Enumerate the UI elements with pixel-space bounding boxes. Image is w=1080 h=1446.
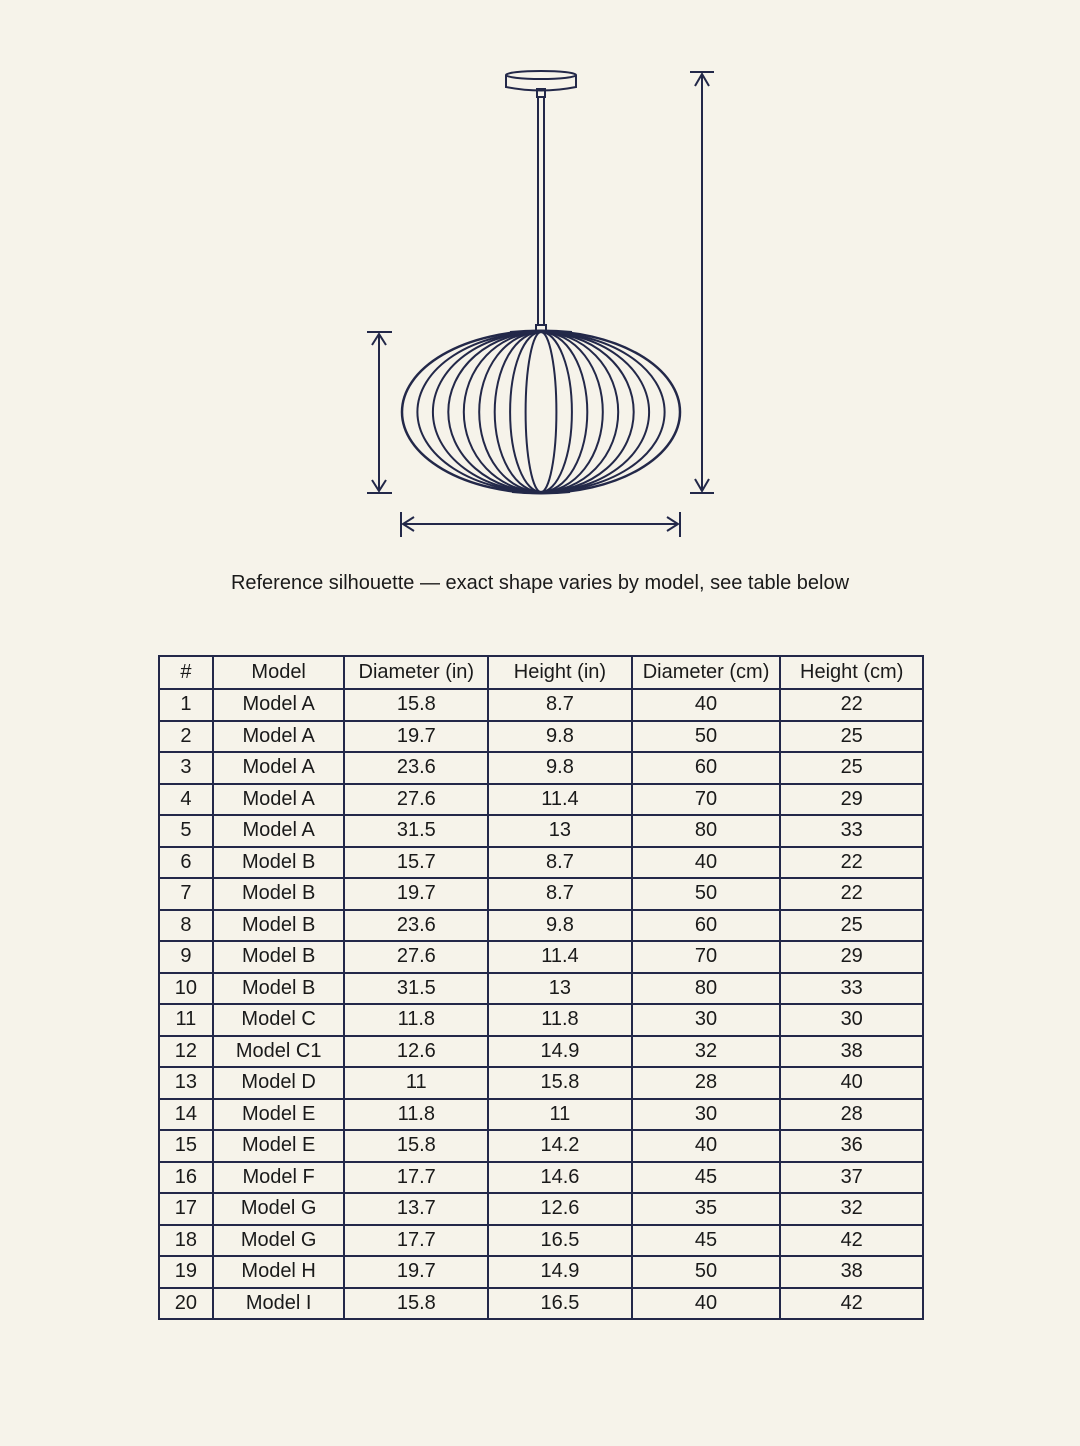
diameter-cm: 60 <box>632 752 781 784</box>
diagram-caption: Reference silhouette — exact shape varies by model, see table below <box>230 572 850 594</box>
model-name: Model A <box>213 689 345 721</box>
diameter-cm: 80 <box>632 973 781 1005</box>
shade-rib <box>448 332 633 492</box>
model-name: Model E <box>213 1130 345 1162</box>
diameter-cm: 50 <box>632 878 781 910</box>
table-row <box>159 910 923 942</box>
height-in: 13 <box>488 815 632 847</box>
height-in: 14.9 <box>488 1036 632 1068</box>
height-cm: 36 <box>780 1130 923 1162</box>
height-in: 9.8 <box>488 752 632 784</box>
model-name: Model A <box>213 784 345 816</box>
diameter-cm: 40 <box>632 847 781 879</box>
row-index: 6 <box>159 847 213 879</box>
diameter-in: 31.5 <box>344 973 488 1005</box>
height-cm: 33 <box>780 973 923 1005</box>
height-cm: 40 <box>780 1067 923 1099</box>
height-in: 11.8 <box>488 1004 632 1036</box>
diameter-cm: 40 <box>632 689 781 721</box>
table-row <box>159 941 923 973</box>
height-cm: 30 <box>780 1004 923 1036</box>
row-index: 14 <box>159 1099 213 1131</box>
diameter-in: 15.8 <box>344 689 488 721</box>
table-row <box>159 1130 923 1162</box>
diameter-in: 15.7 <box>344 847 488 879</box>
model-name: Model B <box>213 847 345 879</box>
height-in: 14.6 <box>488 1162 632 1194</box>
diameter-cm: 50 <box>632 721 781 753</box>
shade-rib <box>510 332 572 492</box>
row-index: 2 <box>159 721 213 753</box>
model-name: Model D <box>213 1067 345 1099</box>
table-row <box>159 1004 923 1036</box>
diameter-in: 12.6 <box>344 1036 488 1068</box>
model-name: Model A <box>213 752 345 784</box>
diameter-cm: 28 <box>632 1067 781 1099</box>
height-cm: 28 <box>780 1099 923 1131</box>
table-row <box>159 878 923 910</box>
shade-rib <box>464 332 618 492</box>
diameter-in: 11 <box>344 1067 488 1099</box>
row-index: 1 <box>159 689 213 721</box>
height-cm: 25 <box>780 721 923 753</box>
diameter-in: 23.6 <box>344 752 488 784</box>
model-dimensions-table <box>158 655 924 1320</box>
diameter-in: 15.8 <box>344 1130 488 1162</box>
row-index: 13 <box>159 1067 213 1099</box>
table-row <box>159 1225 923 1257</box>
header-index: # <box>159 656 213 689</box>
diameter-cm: 70 <box>632 784 781 816</box>
row-index: 4 <box>159 784 213 816</box>
lamp-diagram <box>0 0 1080 560</box>
row-index: 8 <box>159 910 213 942</box>
table-row <box>159 1099 923 1131</box>
dimension-arrow-icon <box>367 72 714 537</box>
diameter-cm: 35 <box>632 1193 781 1225</box>
ceiling-canopy-icon <box>506 71 576 97</box>
shade-rib <box>526 332 557 492</box>
row-index: 12 <box>159 1036 213 1068</box>
row-index: 20 <box>159 1288 213 1320</box>
header-diameter-in: Diameter (in) <box>344 656 488 689</box>
height-in: 12.6 <box>488 1193 632 1225</box>
table-row <box>159 1067 923 1099</box>
diameter-in: 11.8 <box>344 1004 488 1036</box>
model-name: Model A <box>213 721 345 753</box>
diameter-cm: 60 <box>632 910 781 942</box>
diameter-cm: 30 <box>632 1004 781 1036</box>
diameter-cm: 70 <box>632 941 781 973</box>
diameter-cm: 80 <box>632 815 781 847</box>
table-row <box>159 1193 923 1225</box>
diameter-cm: 45 <box>632 1225 781 1257</box>
diameter-in: 11.8 <box>344 1099 488 1131</box>
header-model: Model <box>213 656 345 689</box>
table-row <box>159 1288 923 1320</box>
model-name: Model I <box>213 1288 345 1320</box>
table-row <box>159 815 923 847</box>
diameter-cm: 30 <box>632 1099 781 1131</box>
table-row <box>159 1256 923 1288</box>
height-in: 9.8 <box>488 910 632 942</box>
model-name: Model G <box>213 1193 345 1225</box>
model-name: Model B <box>213 973 345 1005</box>
height-in: 11.4 <box>488 784 632 816</box>
height-cm: 38 <box>780 1036 923 1068</box>
model-name: Model G <box>213 1225 345 1257</box>
lamp-shade-icon <box>402 331 680 494</box>
diameter-cm: 40 <box>632 1130 781 1162</box>
height-in: 11.4 <box>488 941 632 973</box>
height-in: 15.8 <box>488 1067 632 1099</box>
diameter-in: 19.7 <box>344 878 488 910</box>
model-name: Model B <box>213 941 345 973</box>
diameter-in: 31.5 <box>344 815 488 847</box>
header-height-in: Height (in) <box>488 656 632 689</box>
height-cm: 25 <box>780 910 923 942</box>
model-name: Model B <box>213 910 345 942</box>
model-name: Model C <box>213 1004 345 1036</box>
height-in: 8.7 <box>488 878 632 910</box>
model-name: Model C1 <box>213 1036 345 1068</box>
table-row <box>159 973 923 1005</box>
row-index: 10 <box>159 973 213 1005</box>
row-index: 19 <box>159 1256 213 1288</box>
row-index: 9 <box>159 941 213 973</box>
height-in: 16.5 <box>488 1288 632 1320</box>
row-index: 15 <box>159 1130 213 1162</box>
diameter-cm: 32 <box>632 1036 781 1068</box>
height-cm: 42 <box>780 1225 923 1257</box>
row-index: 18 <box>159 1225 213 1257</box>
height-in: 14.9 <box>488 1256 632 1288</box>
shade-rib <box>433 332 649 492</box>
height-cm: 29 <box>780 784 923 816</box>
model-name: Model A <box>213 815 345 847</box>
diameter-in: 17.7 <box>344 1225 488 1257</box>
height-cm: 38 <box>780 1256 923 1288</box>
diameter-in: 19.7 <box>344 1256 488 1288</box>
table-row <box>159 752 923 784</box>
table-row <box>159 784 923 816</box>
shade-rib <box>495 332 588 492</box>
diameter-in: 27.6 <box>344 941 488 973</box>
header-diameter-cm: Diameter (cm) <box>632 656 781 689</box>
shade-rib <box>417 332 664 492</box>
height-cm: 25 <box>780 752 923 784</box>
table-header-row <box>159 656 923 689</box>
height-cm: 33 <box>780 815 923 847</box>
diameter-cm: 45 <box>632 1162 781 1194</box>
height-cm: 32 <box>780 1193 923 1225</box>
row-index: 5 <box>159 815 213 847</box>
diameter-in: 17.7 <box>344 1162 488 1194</box>
row-index: 16 <box>159 1162 213 1194</box>
height-in: 8.7 <box>488 689 632 721</box>
height-in: 16.5 <box>488 1225 632 1257</box>
row-index: 3 <box>159 752 213 784</box>
height-cm: 22 <box>780 878 923 910</box>
table-row <box>159 721 923 753</box>
height-in: 8.7 <box>488 847 632 879</box>
model-name: Model F <box>213 1162 345 1194</box>
diameter-cm: 40 <box>632 1288 781 1320</box>
model-name: Model H <box>213 1256 345 1288</box>
height-in: 13 <box>488 973 632 1005</box>
diameter-in: 15.8 <box>344 1288 488 1320</box>
diameter-in: 27.6 <box>344 784 488 816</box>
header-height-cm: Height (cm) <box>780 656 923 689</box>
model-name: Model B <box>213 878 345 910</box>
diameter-cm: 50 <box>632 1256 781 1288</box>
height-in: 14.2 <box>488 1130 632 1162</box>
height-cm: 42 <box>780 1288 923 1320</box>
model-name: Model E <box>213 1099 345 1131</box>
table-row <box>159 1036 923 1068</box>
diameter-in: 19.7 <box>344 721 488 753</box>
diameter-in: 23.6 <box>344 910 488 942</box>
row-index: 11 <box>159 1004 213 1036</box>
row-index: 17 <box>159 1193 213 1225</box>
height-in: 11 <box>488 1099 632 1131</box>
height-cm: 29 <box>780 941 923 973</box>
suspension-rod-icon <box>536 97 546 332</box>
height-cm: 37 <box>780 1162 923 1194</box>
diameter-in: 13.7 <box>344 1193 488 1225</box>
height-cm: 22 <box>780 689 923 721</box>
shade-rib <box>479 332 603 492</box>
table-row <box>159 1162 923 1194</box>
table-row <box>159 689 923 721</box>
height-in: 9.8 <box>488 721 632 753</box>
row-index: 7 <box>159 878 213 910</box>
height-cm: 22 <box>780 847 923 879</box>
table-row <box>159 847 923 879</box>
